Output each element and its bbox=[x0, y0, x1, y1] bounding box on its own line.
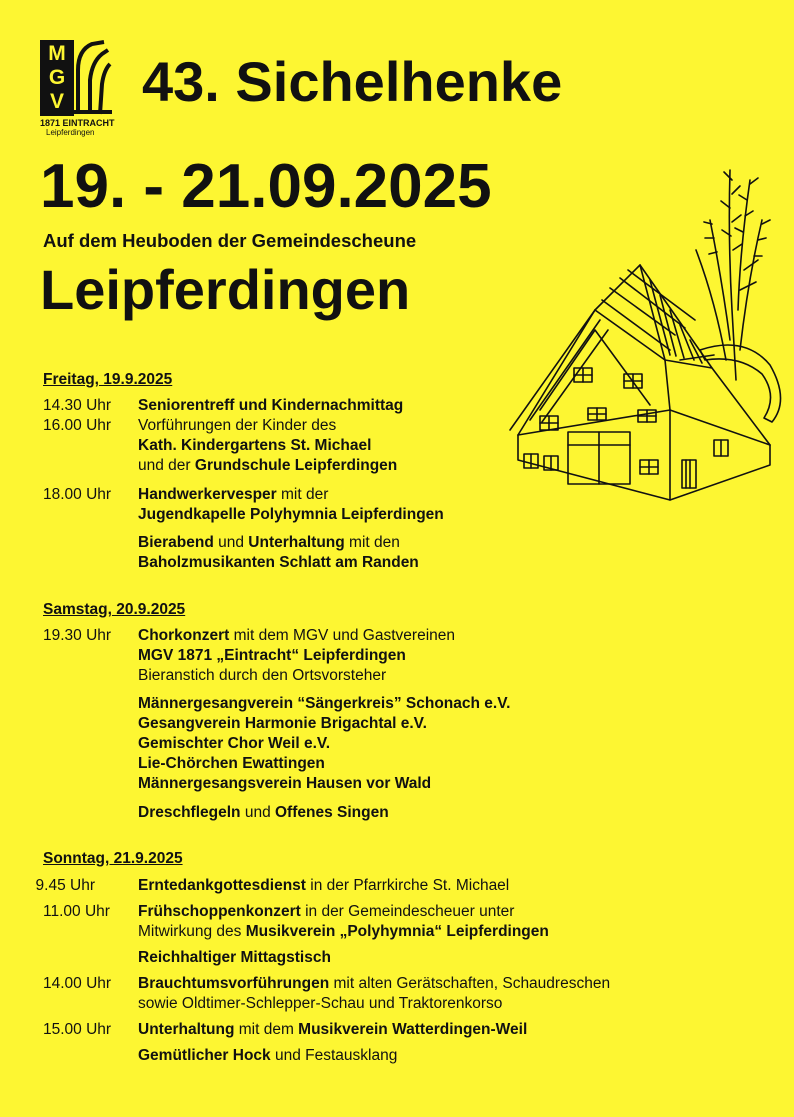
event-highlight: Jugendkapelle Polyhymnia Leipferdingen bbox=[138, 506, 444, 523]
day-heading-saturday: Samstag, 20.9.2025 bbox=[43, 601, 186, 618]
event-highlight: Musikverein „Polyhymnia“ Leipferdingen bbox=[245, 923, 549, 940]
day-heading-sunday: Sonntag, 21.9.2025 bbox=[43, 850, 183, 867]
event-text bbox=[138, 485, 778, 525]
logo-letters bbox=[42, 42, 72, 114]
event-highlight: Unterhaltung bbox=[248, 534, 345, 551]
lyre-icon bbox=[74, 40, 114, 116]
event-highlight: Unterhaltung bbox=[138, 1021, 235, 1038]
choir-name: Gemischter Chor Weil e.V. bbox=[138, 735, 331, 752]
event-highlight: Erntedankgottesdienst bbox=[138, 877, 306, 894]
event-text bbox=[138, 533, 778, 573]
event-line: mit dem bbox=[234, 1021, 299, 1038]
event-highlight: MGV 1871 „Eintracht“ Leipferdingen bbox=[138, 647, 406, 664]
logo-letter: V bbox=[49, 90, 64, 113]
choir-list bbox=[138, 694, 778, 794]
logo-line-2: Leipferdingen bbox=[46, 128, 95, 137]
logo-line-1: 1871 EINTRACHT bbox=[40, 118, 115, 128]
event-line: und bbox=[240, 804, 275, 821]
event-highlight: Frühschoppenkonzert bbox=[138, 903, 301, 920]
event-line: in der Gemeindescheuer unter bbox=[300, 903, 515, 920]
event-time: 18.00 Uhr bbox=[43, 486, 112, 503]
event-line: und Festausklang bbox=[270, 1047, 398, 1064]
event-highlight: Reichhaltiger Mittagstisch bbox=[138, 949, 331, 966]
choir-name: Lie-Chörchen Ewattingen bbox=[138, 755, 325, 772]
event-line: sowie Oldtimer-Schlepper-Schau und Traktorenkorso bbox=[138, 995, 503, 1012]
event-highlight: Baholzmusikanten Schlatt am Randen bbox=[138, 554, 419, 571]
logo-letter: G bbox=[48, 66, 66, 89]
event-time: 16.00 Uhr bbox=[43, 417, 112, 434]
event-text bbox=[138, 1020, 778, 1040]
event-highlight: Kath. Kindergartens St. Michael bbox=[138, 437, 372, 454]
event-line: in der Pfarrkirche St. Michael bbox=[305, 877, 510, 894]
event-line: mit der bbox=[276, 486, 329, 503]
event-highlight: Offenes Singen bbox=[275, 804, 389, 821]
logo-letter: M bbox=[48, 42, 66, 65]
event-text bbox=[138, 902, 778, 942]
event-text bbox=[138, 626, 778, 686]
event-line: und bbox=[213, 534, 249, 551]
event-time: 19.30 Uhr bbox=[43, 627, 112, 644]
choir-name: Männergesangverein “Sängerkreis” Schonach e.V. bbox=[138, 695, 511, 712]
event-text bbox=[138, 948, 778, 968]
event-line: mit den bbox=[344, 534, 400, 551]
event-venue: Auf dem Heuboden der Gemeindescheune bbox=[43, 230, 417, 251]
day-heading-friday: Freitag, 19.9.2025 bbox=[43, 371, 173, 388]
event-highlight: Seniorentreff und Kindernachmittag bbox=[138, 397, 404, 414]
event-highlight: Chorkonzert bbox=[138, 627, 230, 644]
event-time: 15.00 Uhr bbox=[43, 1021, 112, 1038]
event-text bbox=[138, 803, 778, 823]
event-title: 43. Sichelhenke bbox=[142, 50, 563, 113]
event-line: Mitwirkung des bbox=[138, 923, 246, 940]
choir-name: Gesangverein Harmonie Brigachtal e.V. bbox=[138, 715, 427, 732]
event-line: mit dem MGV und Gastvereinen bbox=[229, 627, 456, 644]
event-highlight: Brauchtumsvorführungen bbox=[138, 975, 330, 992]
event-highlight: Bierabend bbox=[138, 534, 214, 551]
event-place: Leipferdingen bbox=[40, 258, 411, 321]
event-text bbox=[138, 416, 778, 476]
event-text bbox=[138, 1046, 778, 1066]
event-dates: 19. - 21.09.2025 bbox=[40, 152, 492, 221]
event-time: 14.30 Uhr bbox=[43, 397, 112, 414]
event-highlight: Dreschflegeln bbox=[138, 804, 241, 821]
event-line: Vorführungen der Kinder des bbox=[138, 417, 337, 434]
event-highlight: Gemütlicher Hock bbox=[138, 1047, 271, 1064]
event-highlight: Grundschule Leipferdingen bbox=[194, 457, 398, 474]
event-line: und der bbox=[138, 457, 195, 474]
event-highlight: Musikverein Watterdingen-Weil bbox=[298, 1021, 528, 1038]
event-time: 11.00 Uhr bbox=[43, 903, 110, 920]
event-time: 14.00 Uhr bbox=[43, 975, 112, 992]
event-line: Bieranstich durch den Ortsvorsteher bbox=[138, 667, 387, 684]
event-highlight: Handwerkervesper bbox=[138, 486, 277, 503]
event-text bbox=[138, 396, 778, 416]
event-text bbox=[138, 974, 778, 1014]
event-time: 9.45 Uhr bbox=[35, 877, 95, 894]
event-text bbox=[138, 876, 778, 896]
event-line: mit alten Gerätschaften, Schaudreschen bbox=[329, 975, 611, 992]
choir-name: Männergesangsverein Hausen vor Wald bbox=[138, 775, 432, 792]
mgv-logo bbox=[40, 40, 115, 137]
